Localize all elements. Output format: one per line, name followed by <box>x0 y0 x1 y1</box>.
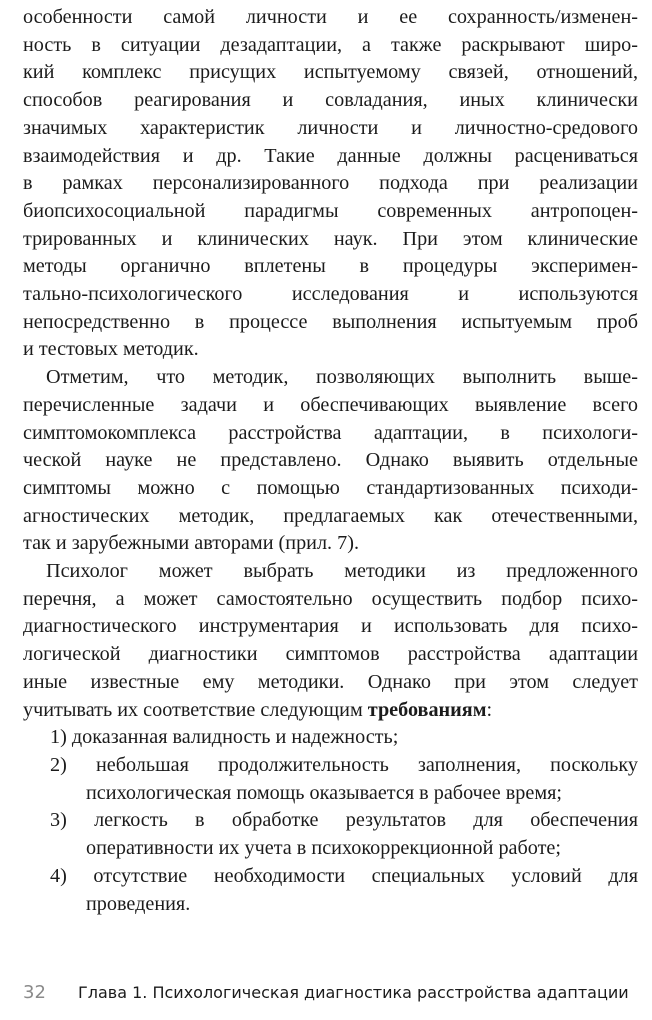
list-item: 3) легкость в обработке результатов для обеспечения <box>50 809 638 832</box>
text-line: методы органично вплетены в процедуры эксперимен- <box>23 255 638 278</box>
text-line: перечисленные задачи и обеспечивающих выявление всего <box>23 393 638 416</box>
text-line: логической диагностики симптомов расстройства адаптации <box>23 643 638 666</box>
running-title: Глава 1. Психологическая диагностика расстройства адаптации <box>78 983 629 1002</box>
text-line: трированных и клинических наук. При этом клинические <box>23 227 638 250</box>
list-item: 2) небольшая продолжительность заполнения, поскольку <box>50 753 638 776</box>
page-footer <box>23 982 638 1004</box>
text-line <box>23 697 638 725</box>
text-line: и тестовых методик. <box>23 338 199 361</box>
requirements-list <box>23 724 638 918</box>
text-line: перечня, а может самостоятельно осуществить подбор психо- <box>23 587 638 610</box>
list-item-continuation: проведения. <box>86 892 191 915</box>
text-line: ность в ситуации дезадаптации, а также раскрывают широ- <box>23 33 638 56</box>
text-line: особенности самой личности и ее сохранность/изменен- <box>23 6 638 28</box>
text-line: симптомы можно с помощью стандартизованных психоди- <box>23 476 638 499</box>
text-line: способов реагирования и совладания, иных клинически <box>23 89 638 112</box>
text-run: учитывать их соответствие следующим <box>23 698 368 721</box>
text-run: : <box>486 698 493 721</box>
text-line: биопсихосоциальной парадигмы современных антропоцен- <box>23 199 638 222</box>
text-line: диагностического инструментария и использовать для психо- <box>23 615 638 638</box>
text-line: непосредственно в процессе выполнения испытуемым проб <box>23 310 638 333</box>
text-line: Психолог может выбрать методики из предложенного <box>46 560 638 583</box>
text-line: агностических методик, предлагаемых как отечественными, <box>23 504 638 527</box>
text-line: Отметим, что методик, позволяющих выполнить выше- <box>46 366 638 389</box>
text-line: взаимодействия и др. Такие данные должны расцениваться <box>23 144 638 167</box>
text-line: кий комплекс присущих испытуемому связей, отношений, <box>23 61 638 84</box>
page-number: 32 <box>23 982 46 1003</box>
text-line: значимых характеристик личности и личностно-средового <box>23 116 638 139</box>
paragraph-3 <box>23 558 638 724</box>
paragraph-2 <box>23 364 638 558</box>
body-text <box>23 4 638 918</box>
text-line: иные известные ему методики. Однако при этом следует <box>23 670 638 693</box>
text-line: ческой науке не представлено. Однако выявить отдельные <box>23 449 638 472</box>
list-item-continuation: психологическая помощь оказывается в рабочее время; <box>86 781 563 804</box>
bold-term: требованиям <box>367 698 487 721</box>
text-line: симптомокомплекса расстройства адаптации, в психологи- <box>23 421 638 444</box>
text-line: тально-психологического исследования и используются <box>23 283 638 306</box>
text-line: в рамках персонализированного подхода при реализации <box>23 172 638 195</box>
list-item: 1) доказанная валидность и надежность; <box>50 726 399 749</box>
paragraph-1 <box>23 4 638 364</box>
list-item-continuation: оперативности их учета в психокоррекционной работе; <box>86 837 561 860</box>
text-line: так и зарубежными авторами (прил. 7). <box>23 532 360 555</box>
list-item: 4) отсутствие необходимости специальных условий для <box>50 864 638 887</box>
